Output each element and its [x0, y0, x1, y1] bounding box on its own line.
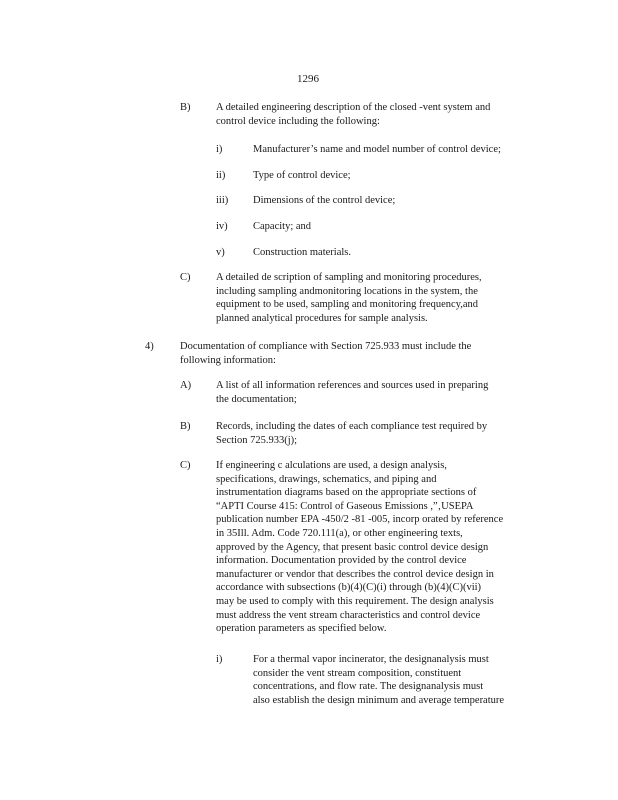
text-line: may be used to comply with this requirement. The design analysis: [216, 595, 494, 607]
list-item-text: [253, 653, 504, 707]
list-item-text: [253, 220, 311, 234]
list-marker: B): [180, 102, 191, 113]
text-line: Capacity; and: [253, 221, 312, 232]
list-item-text: [253, 143, 501, 157]
text-line: A detailed engineering description of the closed -vent system and: [216, 102, 491, 113]
text-line: information. Documentation provided by the control device: [216, 555, 467, 567]
list-marker: 4): [145, 341, 154, 352]
text-line: concentrations, and flow rate. The designanalysis must: [253, 681, 484, 693]
text-line: including sampling andmonitoring locations in the system, the: [216, 285, 478, 297]
text-line: operation parameters as specified below.: [216, 623, 387, 635]
text-line: manufacturer or vendor that describes the control device design in: [216, 568, 494, 580]
list-item-text: [253, 246, 351, 260]
text-line: in 35Ill. Adm. Code 720.111(a), or other engineering texts,: [216, 527, 463, 539]
list-marker: C): [180, 272, 191, 283]
text-line: instrumentation diagrams based on the appropriate sections of: [216, 487, 477, 499]
list-item-text: [216, 459, 503, 636]
text-line: publication number EPA -450/2 -81 -005, incorp orated by reference: [216, 514, 504, 526]
text-line: planned analytical procedures for sample analysis.: [216, 312, 428, 324]
list-marker: B): [180, 421, 191, 432]
list-item-text: [253, 169, 351, 183]
text-line: control device including the following:: [216, 115, 380, 127]
list-item-text: [180, 340, 471, 367]
text-line: approved by the Agency, that present basic control device design: [216, 541, 489, 553]
text-line: A detailed de scription of sampling and monitoring procedures,: [216, 272, 482, 283]
text-line: the documentation;: [216, 393, 297, 405]
list-marker: ii): [216, 170, 226, 181]
text-line: Manufacturer’s name and model number of control device;: [253, 144, 501, 155]
list-marker: iii): [216, 195, 229, 206]
list-item-text: [216, 420, 487, 447]
list-marker: A): [180, 380, 192, 391]
list-item-text: [216, 379, 488, 406]
list-marker: C): [180, 460, 191, 471]
text-line: accordance with subsections (b)(4)(C)(i) through (b)(4)(C)(vii): [216, 582, 482, 594]
list-item-text: [216, 101, 490, 128]
text-line: Section 725.933(j);: [216, 434, 298, 446]
text-line: Construction materials.: [253, 247, 351, 258]
text-line: A list of all information references and sources used in preparing: [216, 380, 489, 391]
list-item-text: [253, 194, 395, 208]
page-number: 1296: [297, 73, 319, 85]
text-line: “APTI Course 415: Control of Gaseous Emissions ,”‚USEPA: [216, 500, 474, 512]
list-marker: i): [216, 144, 223, 155]
text-line: Records, including the dates of each compliance test required by: [216, 421, 488, 432]
text-line: Documentation of compliance with Section 725.933 must include the: [180, 341, 472, 352]
text-line: Type of control device;: [253, 170, 351, 181]
text-line: must address the vent stream characteristics and control device: [216, 609, 481, 621]
text-line: following information:: [180, 354, 276, 366]
text-line: equipment to be used, sampling and monitoring frequency,and: [216, 299, 479, 311]
list-marker: i): [216, 654, 223, 665]
text-line: specifications, drawings, schematics, and piping and: [216, 473, 437, 485]
list-item-text: [216, 271, 482, 325]
text-line: Dimensions of the control device;: [253, 195, 396, 206]
list-marker: iv): [216, 221, 228, 232]
text-line: If engineering c alculations are used, a design analysis,: [216, 460, 447, 471]
list-marker: v): [216, 247, 225, 258]
text-line: consider the vent stream composition, constituent: [253, 667, 462, 679]
text-line: also establish the design minimum and average temperature: [253, 694, 505, 706]
text-line: For a thermal vapor incinerator, the designanalysis must: [253, 654, 489, 665]
